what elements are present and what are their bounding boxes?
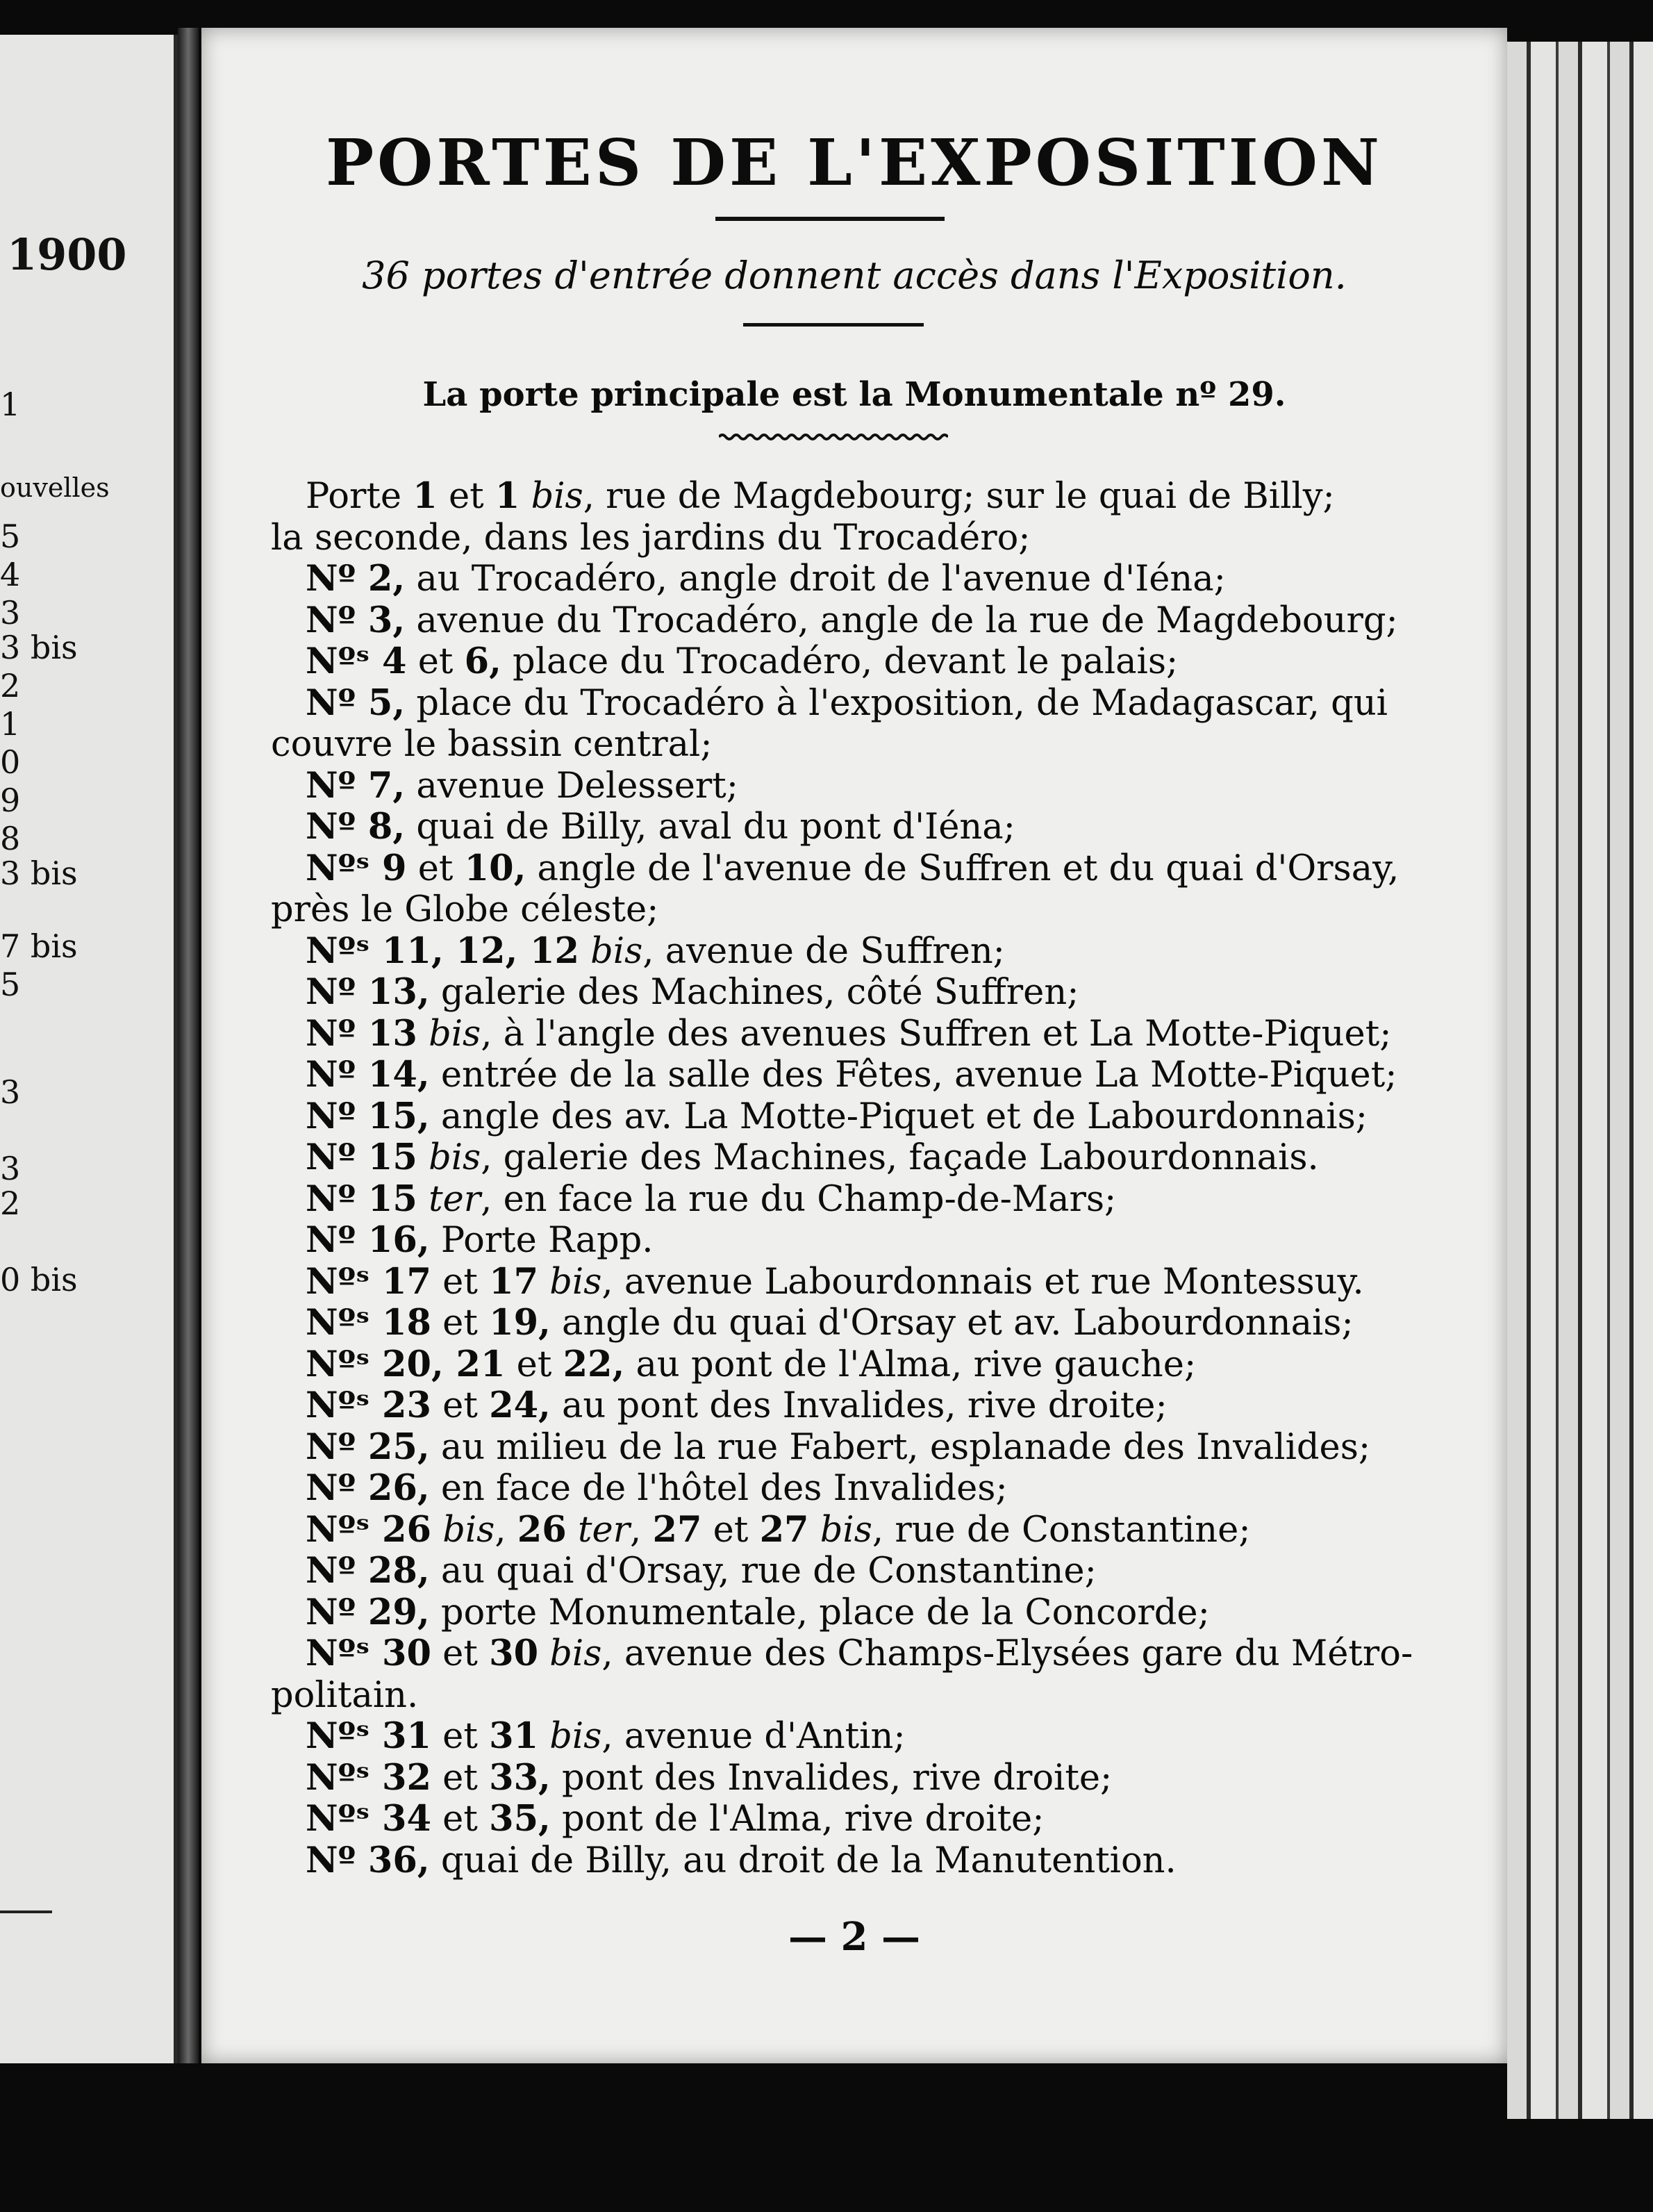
left-page-fragment-text: 3 (0, 1073, 21, 1111)
gate-entry-text: bis (549, 1633, 602, 1674)
gate-entry-text: Nºˢ 34 (306, 1798, 431, 1840)
gate-entry-line (271, 931, 1472, 973)
gate-entry-line (271, 1014, 1472, 1055)
gate-entry-text: angle des av. La Motte-Piquet et de Labourdonnais; (429, 1096, 1368, 1137)
gate-entry-text (417, 1179, 429, 1220)
gate-entry-text: Nº 13 (306, 1012, 417, 1055)
left-page-fragment-text: 5 (0, 966, 21, 1003)
gate-entry-text: et (431, 1633, 490, 1674)
gate-entry-text: en face de l'hôtel des Invalides; (429, 1468, 1008, 1509)
left-page-fragment-text: 3 (0, 1150, 21, 1187)
gate-entry-text: 1 (495, 475, 520, 517)
gate-entry-text: bis (442, 1509, 495, 1551)
gate-entry-text: Porte (306, 476, 413, 517)
gate-entry-text (431, 1510, 442, 1551)
gate-entry-line (271, 889, 1472, 931)
gate-entry-text: et (431, 1385, 490, 1426)
gate-entry-text: , à l'angle des avenues Suffren et La Motte-Piquet; (481, 1013, 1392, 1055)
gate-entry-text (417, 1014, 429, 1055)
left-page-fragment (0, 35, 178, 2063)
gate-entry-line (271, 476, 1472, 518)
gate-entry-line (271, 1303, 1472, 1344)
gate-entry-line (271, 1799, 1472, 1840)
book-page (201, 28, 1507, 2063)
gate-entry-text: Nºˢ 20, 21 (306, 1343, 506, 1385)
gate-entry-text: et (431, 1716, 490, 1757)
gate-entry-text: , (630, 1509, 653, 1551)
gate-entry-text: Nºˢ 9 (306, 847, 407, 889)
gate-entry-text: 30 (489, 1633, 539, 1674)
gate-entry-text: au pont de l'Alma, rive gauche; (624, 1344, 1197, 1385)
gate-entry-text: Nº 15, (306, 1095, 430, 1137)
gate-entry-text: bis (531, 476, 583, 517)
left-page-fragment-text: 5 (0, 518, 21, 555)
gate-entry-line (271, 1840, 1472, 1882)
gate-entry-text: Nº 16, (306, 1219, 430, 1261)
gate-entry-line (271, 1675, 1472, 1717)
gate-entry-text: place du Trocadéro à l'exposition, de Madagascar, qui (405, 682, 1388, 724)
left-page-rule (0, 1910, 52, 1913)
gate-entry-line (271, 1468, 1472, 1510)
gate-entry-line (271, 1427, 1472, 1469)
left-page-fragment-text: 9 (0, 782, 21, 819)
gate-entry-text: Nº 13, (306, 971, 430, 1013)
gate-entry-text: et (431, 1303, 490, 1344)
gate-entry-text: avenue Delessert; (405, 765, 738, 807)
gate-entry-text: quai de Billy, aval du pont d'Iéna; (405, 807, 1015, 848)
gate-entry-text: près le Globe céleste; (271, 889, 659, 930)
gate-entry-text: 24, (489, 1385, 551, 1426)
gate-entry-text: Nº 29, (306, 1591, 430, 1633)
gate-entry-text (538, 1633, 549, 1674)
gate-entry-line (271, 1551, 1472, 1592)
gate-entry-text: couvre le bassin central; (271, 724, 713, 765)
left-page-fragment-text: 3 bis (0, 855, 78, 892)
gate-entry-text: et (701, 1509, 760, 1551)
gate-entry-text: angle du quai d'Orsay et av. Labourdonnais; (550, 1303, 1354, 1344)
gate-entry-text: Nº 7, (306, 764, 406, 807)
gate-entry-text: Nºˢ 30 (306, 1633, 431, 1674)
gate-entry-text: pont de l'Alma, rive droite; (550, 1799, 1045, 1840)
gate-entry-text: au quai d'Orsay, rue de Constantine; (429, 1551, 1097, 1592)
gate-entry-line (271, 1179, 1472, 1221)
gate-entry-text: Nºˢ 32 (306, 1756, 431, 1799)
gate-entry-text: la seconde, dans les jardins du Trocadéro; (271, 517, 1031, 559)
gate-entry-text: Nº 2, (306, 558, 406, 600)
left-page-fragment-text: 3 bis (0, 629, 78, 666)
gate-entry-text: et (431, 1799, 490, 1840)
page-subtitle: 36 portes d'entrée donnent accès dans l'Exposition. (362, 254, 1347, 297)
left-page-fragment-text: 8 (0, 820, 21, 857)
gate-entry-text: 31 (489, 1715, 539, 1757)
gate-entry-text: Porte Rapp. (429, 1220, 654, 1261)
gate-entry-text: 1 (413, 475, 438, 517)
gate-entry-text (809, 1510, 820, 1551)
gate-entry-text: , en face la rue du Champ-de-Mars; (481, 1178, 1117, 1220)
gate-entry-text: Nº 3, (306, 599, 406, 641)
gate-entry-line (271, 1716, 1472, 1758)
left-page-fragment-text: ouvelles (0, 472, 110, 503)
page-number: — 2 — (788, 1914, 920, 1960)
gate-entry-line (271, 1055, 1472, 1096)
gate-entry-text: bis (429, 1137, 481, 1178)
gate-entry-line (271, 807, 1472, 848)
gate-entry-text: et (431, 1261, 490, 1303)
gate-entry-text: Nºˢ 4 (306, 641, 407, 682)
left-page-fragment-text: 1 (0, 386, 21, 423)
gate-entry-text: et (505, 1344, 563, 1385)
gate-entry-line (271, 1262, 1472, 1303)
gate-entry-text: bis (429, 1013, 481, 1055)
gate-entry-line (271, 1592, 1472, 1634)
gate-list (271, 476, 1472, 1881)
gate-entry-text: Nºˢ 23 (306, 1385, 431, 1426)
gate-entry-line (271, 1758, 1472, 1799)
gate-entry-text: , avenue Labourdonnais et rue Montessuy. (601, 1261, 1364, 1303)
gate-entry-line (271, 518, 1472, 559)
subtitle-rule (743, 323, 924, 327)
gate-entry-line (271, 559, 1472, 600)
gate-entry-text: politain. (271, 1674, 419, 1716)
gate-entry-text: angle de l'avenue de Suffren et du quai d'Orsay, (526, 848, 1399, 889)
gate-entry-line (271, 641, 1472, 683)
gate-entry-text: bis (590, 930, 643, 972)
left-page-fragment-text: 3 (0, 594, 21, 632)
gate-entry-text: , rue de Constantine; (872, 1509, 1251, 1551)
gate-entry-text: , avenue des Champs-Elysées gare du Métro- (601, 1633, 1413, 1674)
title-rule (715, 217, 945, 221)
left-page-fragment-text: 1 (0, 705, 21, 743)
gate-entry-text: 6, (464, 641, 501, 682)
gate-entry-text (417, 1137, 429, 1178)
gate-entry-text: ter (577, 1509, 631, 1551)
page-edges (1507, 42, 1653, 2119)
gate-entry-text: 10, (464, 847, 526, 889)
gate-entry-text: bis (820, 1509, 872, 1551)
gate-entry-text (538, 1262, 549, 1303)
gate-entry-text: Nº 14, (306, 1054, 430, 1096)
gate-entry-line (271, 1385, 1472, 1427)
gate-entry-line (271, 600, 1472, 642)
gate-entry-text: au Trocadéro, angle droit de l'avenue d'Iéna; (405, 559, 1226, 600)
left-page-fragment-text: 2 (0, 1185, 21, 1222)
gate-entry-text: Nº 25, (306, 1426, 430, 1468)
gate-entry-line (271, 1096, 1472, 1138)
gate-entry-text: Nºˢ 26 (306, 1508, 431, 1551)
gate-entry-text: et (406, 848, 465, 889)
gate-entry-text: 17 (489, 1260, 539, 1303)
gate-entry-text: Nºˢ 18 (306, 1302, 431, 1344)
gate-entry-line (271, 766, 1472, 807)
left-page-fragment-text: 7 bis (0, 927, 78, 965)
gate-entry-text: et (431, 1757, 490, 1799)
gate-entry-text (538, 1716, 549, 1757)
gate-entry-text: Nº 5, (306, 682, 406, 724)
gate-entry-text: 19, (489, 1302, 551, 1344)
gate-entry-text: galerie des Machines, côté Suffren; (429, 972, 1079, 1013)
gate-entry-line (271, 1344, 1472, 1386)
gate-entry-line (271, 724, 1472, 766)
gate-entry-text: Nº 15 (306, 1137, 417, 1178)
gate-entry-text: entrée de la salle des Fêtes, avenue La Motte-Piquet; (429, 1055, 1397, 1096)
left-page-fragment-text: 4 (0, 556, 21, 593)
gate-entry-line (271, 1220, 1472, 1262)
gate-entry-text: avenue du Trocadéro, angle de la rue de Magdebourg; (405, 600, 1398, 641)
gate-entry-text: Nºˢ 11, 12, 12 (306, 930, 579, 972)
gate-entry-text (579, 931, 590, 972)
gate-entry-text: Nº 36, (306, 1839, 430, 1881)
gate-entry-line (271, 1137, 1472, 1179)
gate-entry-text: ter (429, 1178, 481, 1220)
gate-entry-text: 22, (563, 1343, 625, 1385)
gate-entry-text: 35, (489, 1798, 551, 1840)
gate-entry-text: bis (549, 1716, 602, 1757)
gate-entry-text: Nºˢ 17 (306, 1260, 431, 1303)
gate-entry-text: porte Monumentale, place de la Concorde; (429, 1592, 1210, 1633)
gate-entry-text (520, 476, 531, 517)
gate-entry-text (567, 1510, 578, 1551)
book-gutter (178, 28, 199, 2063)
gate-entry-text: 27 (652, 1508, 702, 1551)
gate-entry-text: , avenue d'Antin; (601, 1716, 906, 1757)
gate-entry-line (271, 972, 1472, 1014)
gate-entry-text: et (437, 476, 495, 517)
gate-entry-text: Nº 15 (306, 1178, 417, 1220)
wavy-rule (719, 431, 948, 443)
gate-entry-line (271, 848, 1472, 890)
gate-entry-text: au milieu de la rue Fabert, esplanade des Invalides; (429, 1426, 1371, 1468)
left-page-year: 1900 (7, 229, 127, 280)
left-page-fragment-text: 2 (0, 667, 21, 704)
left-page-fragment-text: 0 (0, 743, 21, 781)
gate-entry-text: , avenue de Suffren; (642, 930, 1005, 972)
gate-entry-line (271, 683, 1472, 725)
gate-entry-text: Nºˢ 31 (306, 1715, 431, 1757)
gate-entry-line (271, 1510, 1472, 1551)
page-title: PORTES DE L'EXPOSITION (325, 125, 1384, 200)
gate-entry-text: , rue de Magdebourg; sur le quai de Billy; (583, 476, 1335, 517)
gate-entry-text: , (495, 1509, 517, 1551)
gate-entry-text: 26 (517, 1508, 567, 1551)
gate-entry-text: et (406, 641, 465, 682)
gate-entry-text: quai de Billy, au droit de la Manutention. (429, 1840, 1177, 1881)
gate-entry-line (271, 1633, 1472, 1675)
gate-entry-text: Nº 8, (306, 806, 406, 848)
gate-entry-text: Nº 26, (306, 1467, 430, 1509)
gate-entry-text: , galerie des Machines, façade Labourdonnais. (481, 1137, 1319, 1178)
gate-entry-text: place du Trocadéro, devant le palais; (501, 641, 1179, 682)
gate-entry-text: pont des Invalides, rive droite; (550, 1757, 1113, 1799)
gate-entry-text: 33, (489, 1756, 551, 1799)
gate-entry-text: Nº 28, (306, 1550, 430, 1592)
left-page-fragment-text: 0 bis (0, 1261, 78, 1298)
gate-entry-text: 27 (759, 1508, 809, 1551)
gate-entry-text: au pont des Invalides, rive droite; (550, 1385, 1168, 1426)
principal-gate-note: La porte principale est la Monumentale nº 29. (422, 375, 1286, 414)
gate-entry-text: bis (549, 1261, 602, 1303)
